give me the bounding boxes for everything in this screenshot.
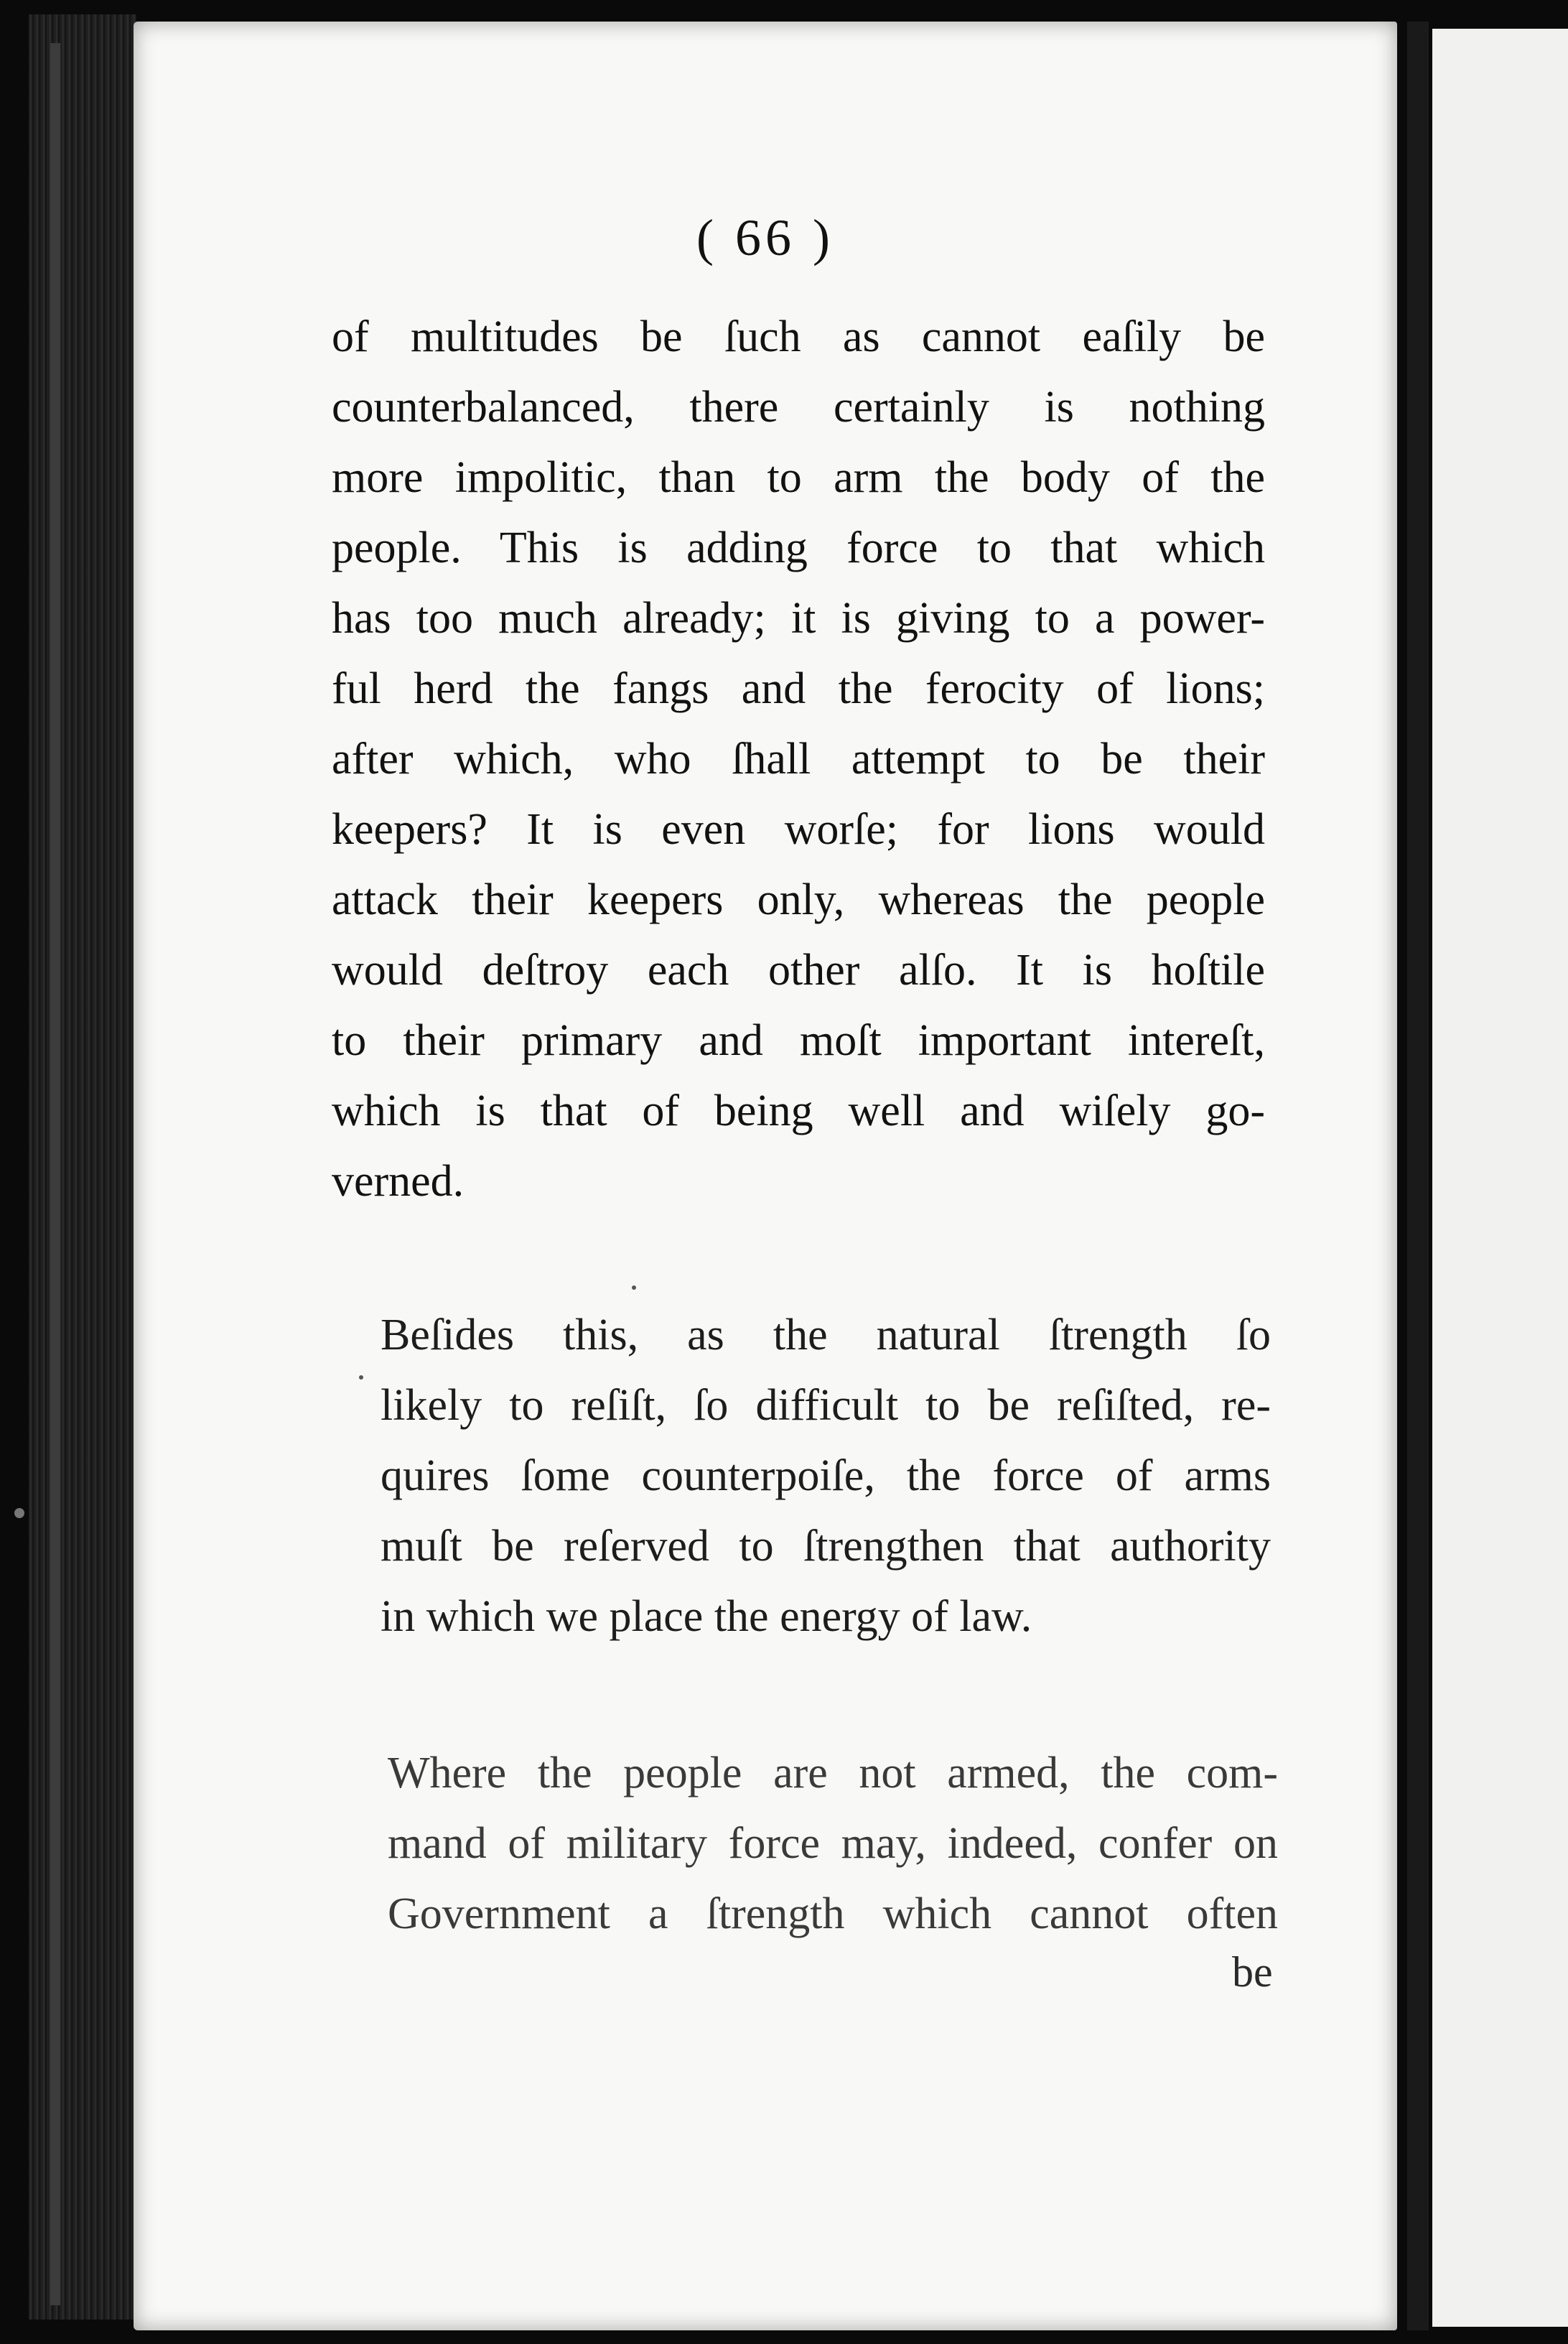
paragraph-3 <box>388 1738 1278 1949</box>
catchword: be <box>1232 1948 1273 1996</box>
text-line: mand of military force may, indeed, confer on <box>388 1819 1278 1868</box>
text-line: quires ſome counterpoiſe, the force of arms <box>381 1451 1271 1500</box>
text-line: muſt be reſerved to ſtrengthen that authority <box>381 1522 1271 1571</box>
book-spine-edge <box>29 14 136 2320</box>
text-line: in which we place the energy of law. <box>381 1592 1032 1641</box>
ink-speck <box>632 1285 636 1290</box>
text-line: verned. <box>332 1157 465 1206</box>
text-line: likely to reſiſt, ſo difficult to be reſiſted, re- <box>381 1381 1271 1430</box>
text-line: people. This is adding force to that which <box>332 524 1265 572</box>
text-line: which is that of being well and wiſely go- <box>332 1087 1265 1135</box>
ink-speck <box>359 1375 363 1380</box>
ink-speck <box>14 1508 24 1518</box>
text-line: more impolitic, than to arm the body of the <box>332 453 1265 502</box>
text-line: after which, who ſhall attempt to be their <box>332 735 1265 783</box>
paragraph-1 <box>332 302 1265 1217</box>
text-line: attack their keepers only, whereas the people <box>332 875 1265 924</box>
text-line: Beſides this, as the natural ſtrength ſo <box>381 1311 1271 1359</box>
page-number: ( 66 ) <box>696 209 834 266</box>
text-line: has too much already; it is giving to a power- <box>332 594 1265 643</box>
text-line: Government a ſtrength which cannot often <box>388 1889 1278 1938</box>
page-gutter <box>1407 22 1429 2330</box>
facing-page-edge <box>1432 29 1568 2327</box>
text-line: Where the people are not armed, the com- <box>388 1749 1278 1797</box>
paragraph-2 <box>381 1300 1271 1652</box>
spine-highlight <box>50 43 60 2305</box>
text-line: to their primary and moſt important intereſt, <box>332 1016 1265 1065</box>
text-line: of multitudes be ſuch as cannot eaſily be <box>332 312 1265 361</box>
text-line: counterbalanced, there certainly is nothing <box>332 383 1265 432</box>
text-line: ful herd the fangs and the ferocity of lions; <box>332 664 1265 713</box>
text-line: keepers? It is even worſe; for lions would <box>332 805 1265 854</box>
text-line: would deſtroy each other alſo. It is hoſtile <box>332 946 1265 995</box>
